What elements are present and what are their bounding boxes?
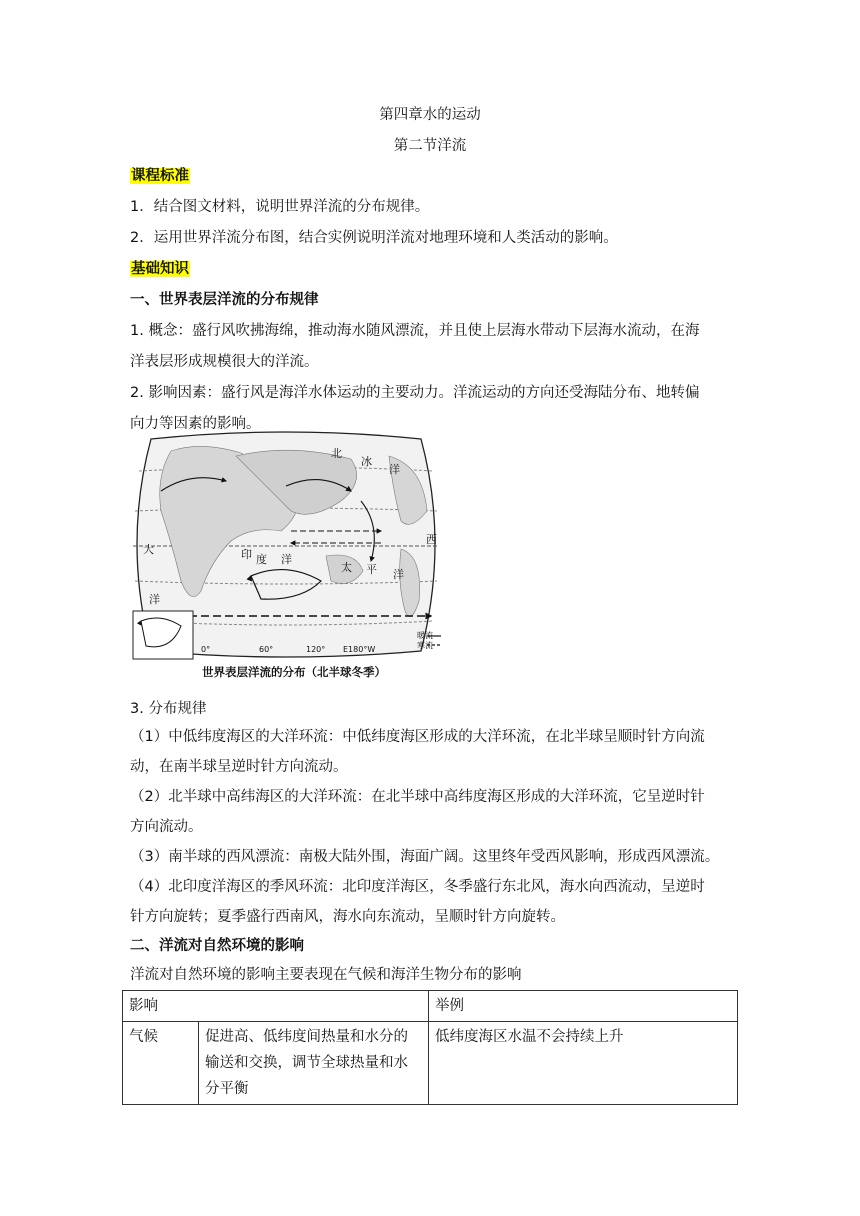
- basics-heading-text: 基础知识: [131, 261, 189, 277]
- table-row: [123, 1022, 738, 1105]
- part2-intro: 洋流对自然环境的影响主要表现在气候和海洋生物分布的影响: [130, 967, 522, 983]
- factors-line-2: 向力等因素的影响。: [130, 416, 261, 432]
- label-yang-4: 洋: [149, 593, 160, 606]
- rule-line-2: 动，在南半球呈逆时针方向流动。: [130, 759, 348, 775]
- factors-line-1: 2. 影响因素：盛行风是海洋水体运动的主要动力。洋流运动的方向还受海陆分布、地转偏: [130, 385, 700, 401]
- rule-line-4: 方向流动。: [130, 819, 203, 835]
- label-yang-3: 洋: [393, 568, 404, 581]
- label-yang-2: 洋: [281, 553, 292, 566]
- label-ping: 平: [366, 563, 377, 576]
- tick-0: 0°: [201, 645, 211, 654]
- tick-60: 60°: [259, 645, 274, 654]
- label-bei: 北: [331, 447, 342, 460]
- rule-line-1: （1）中低纬度海区的大洋环流：中低纬度海区形成的大洋环流，在北半球呈顺时针方向流: [130, 729, 705, 745]
- cell-effect: 促进高、低纬度间热量和水分的输送和交换，调节全球热量和水分平衡: [199, 1022, 429, 1105]
- table-header-row: [123, 991, 738, 1022]
- label-bing: 冰: [361, 455, 372, 468]
- label-yin: 印: [241, 548, 252, 561]
- figure-caption: 世界表层洋流的分布（北半球冬季）: [202, 665, 386, 679]
- header-impact: 影响: [123, 991, 429, 1022]
- label-tai: 太: [341, 561, 352, 574]
- tick-180: E180°W: [343, 645, 376, 654]
- cell-example: 低纬度海区水温不会持续上升: [429, 1022, 738, 1105]
- section-title: 第二节洋流: [393, 138, 467, 154]
- concept-line-1: 1. 概念：盛行风吹拂海绵，推动海水随风漂流，并且使上层海水带动下层海水流动，在海: [130, 323, 700, 339]
- rule-line-7: 针方向旋转；夏季盛行西南风，海水向东流动，呈顺时针方向旋转。: [130, 909, 565, 925]
- tick-120: 120°: [306, 645, 326, 654]
- header-example: 举例: [429, 991, 738, 1022]
- legend-warm: 暖流: [417, 631, 433, 640]
- basics-heading: [130, 259, 190, 279]
- concept-line-2: 洋表层形成规模很大的洋流。: [130, 354, 319, 370]
- rule-line-6: （4）北印度洋海区的季风环流：北印度洋海区，冬季盛行东北风，海水向西流动，呈逆时: [130, 879, 705, 895]
- label-du: 度: [256, 553, 267, 566]
- label-da: 大: [143, 543, 154, 556]
- ocean-currents-map: [131, 431, 441, 666]
- standards-heading-text: 课程标准: [131, 168, 189, 184]
- legend-cold: 寒流: [417, 641, 433, 650]
- rule-line-5: （3）南半球的西风漂流：南极大陆外围，海面广阔。这里终年受西风影响，形成西风漂流。: [130, 849, 720, 865]
- part1-heading: 一、世界表层洋流的分布规律: [130, 292, 319, 308]
- part2-heading: 二、洋流对自然环境的影响: [130, 938, 304, 954]
- rule-line-3: （2）北半球中高纬海区的大洋环流：在北半球中高纬度海区形成的大洋环流，它呈逆时针: [130, 789, 705, 805]
- cell-category: 气候: [123, 1022, 199, 1105]
- label-yang-1: 洋: [389, 463, 400, 476]
- chapter-title: 第四章水的运动: [379, 107, 481, 123]
- impact-table: [122, 990, 738, 1105]
- standard-item-2: 2．运用世界洋流分布图，结合实例说明洋流对地理环境和人类活动的影响。: [130, 230, 618, 246]
- rules-heading: 3. 分布规律: [130, 701, 207, 717]
- label-xi: 西: [426, 533, 437, 546]
- standards-heading: [130, 166, 190, 186]
- standard-item-1: 1．结合图文材料，说明世界洋流的分布规律。: [130, 199, 430, 215]
